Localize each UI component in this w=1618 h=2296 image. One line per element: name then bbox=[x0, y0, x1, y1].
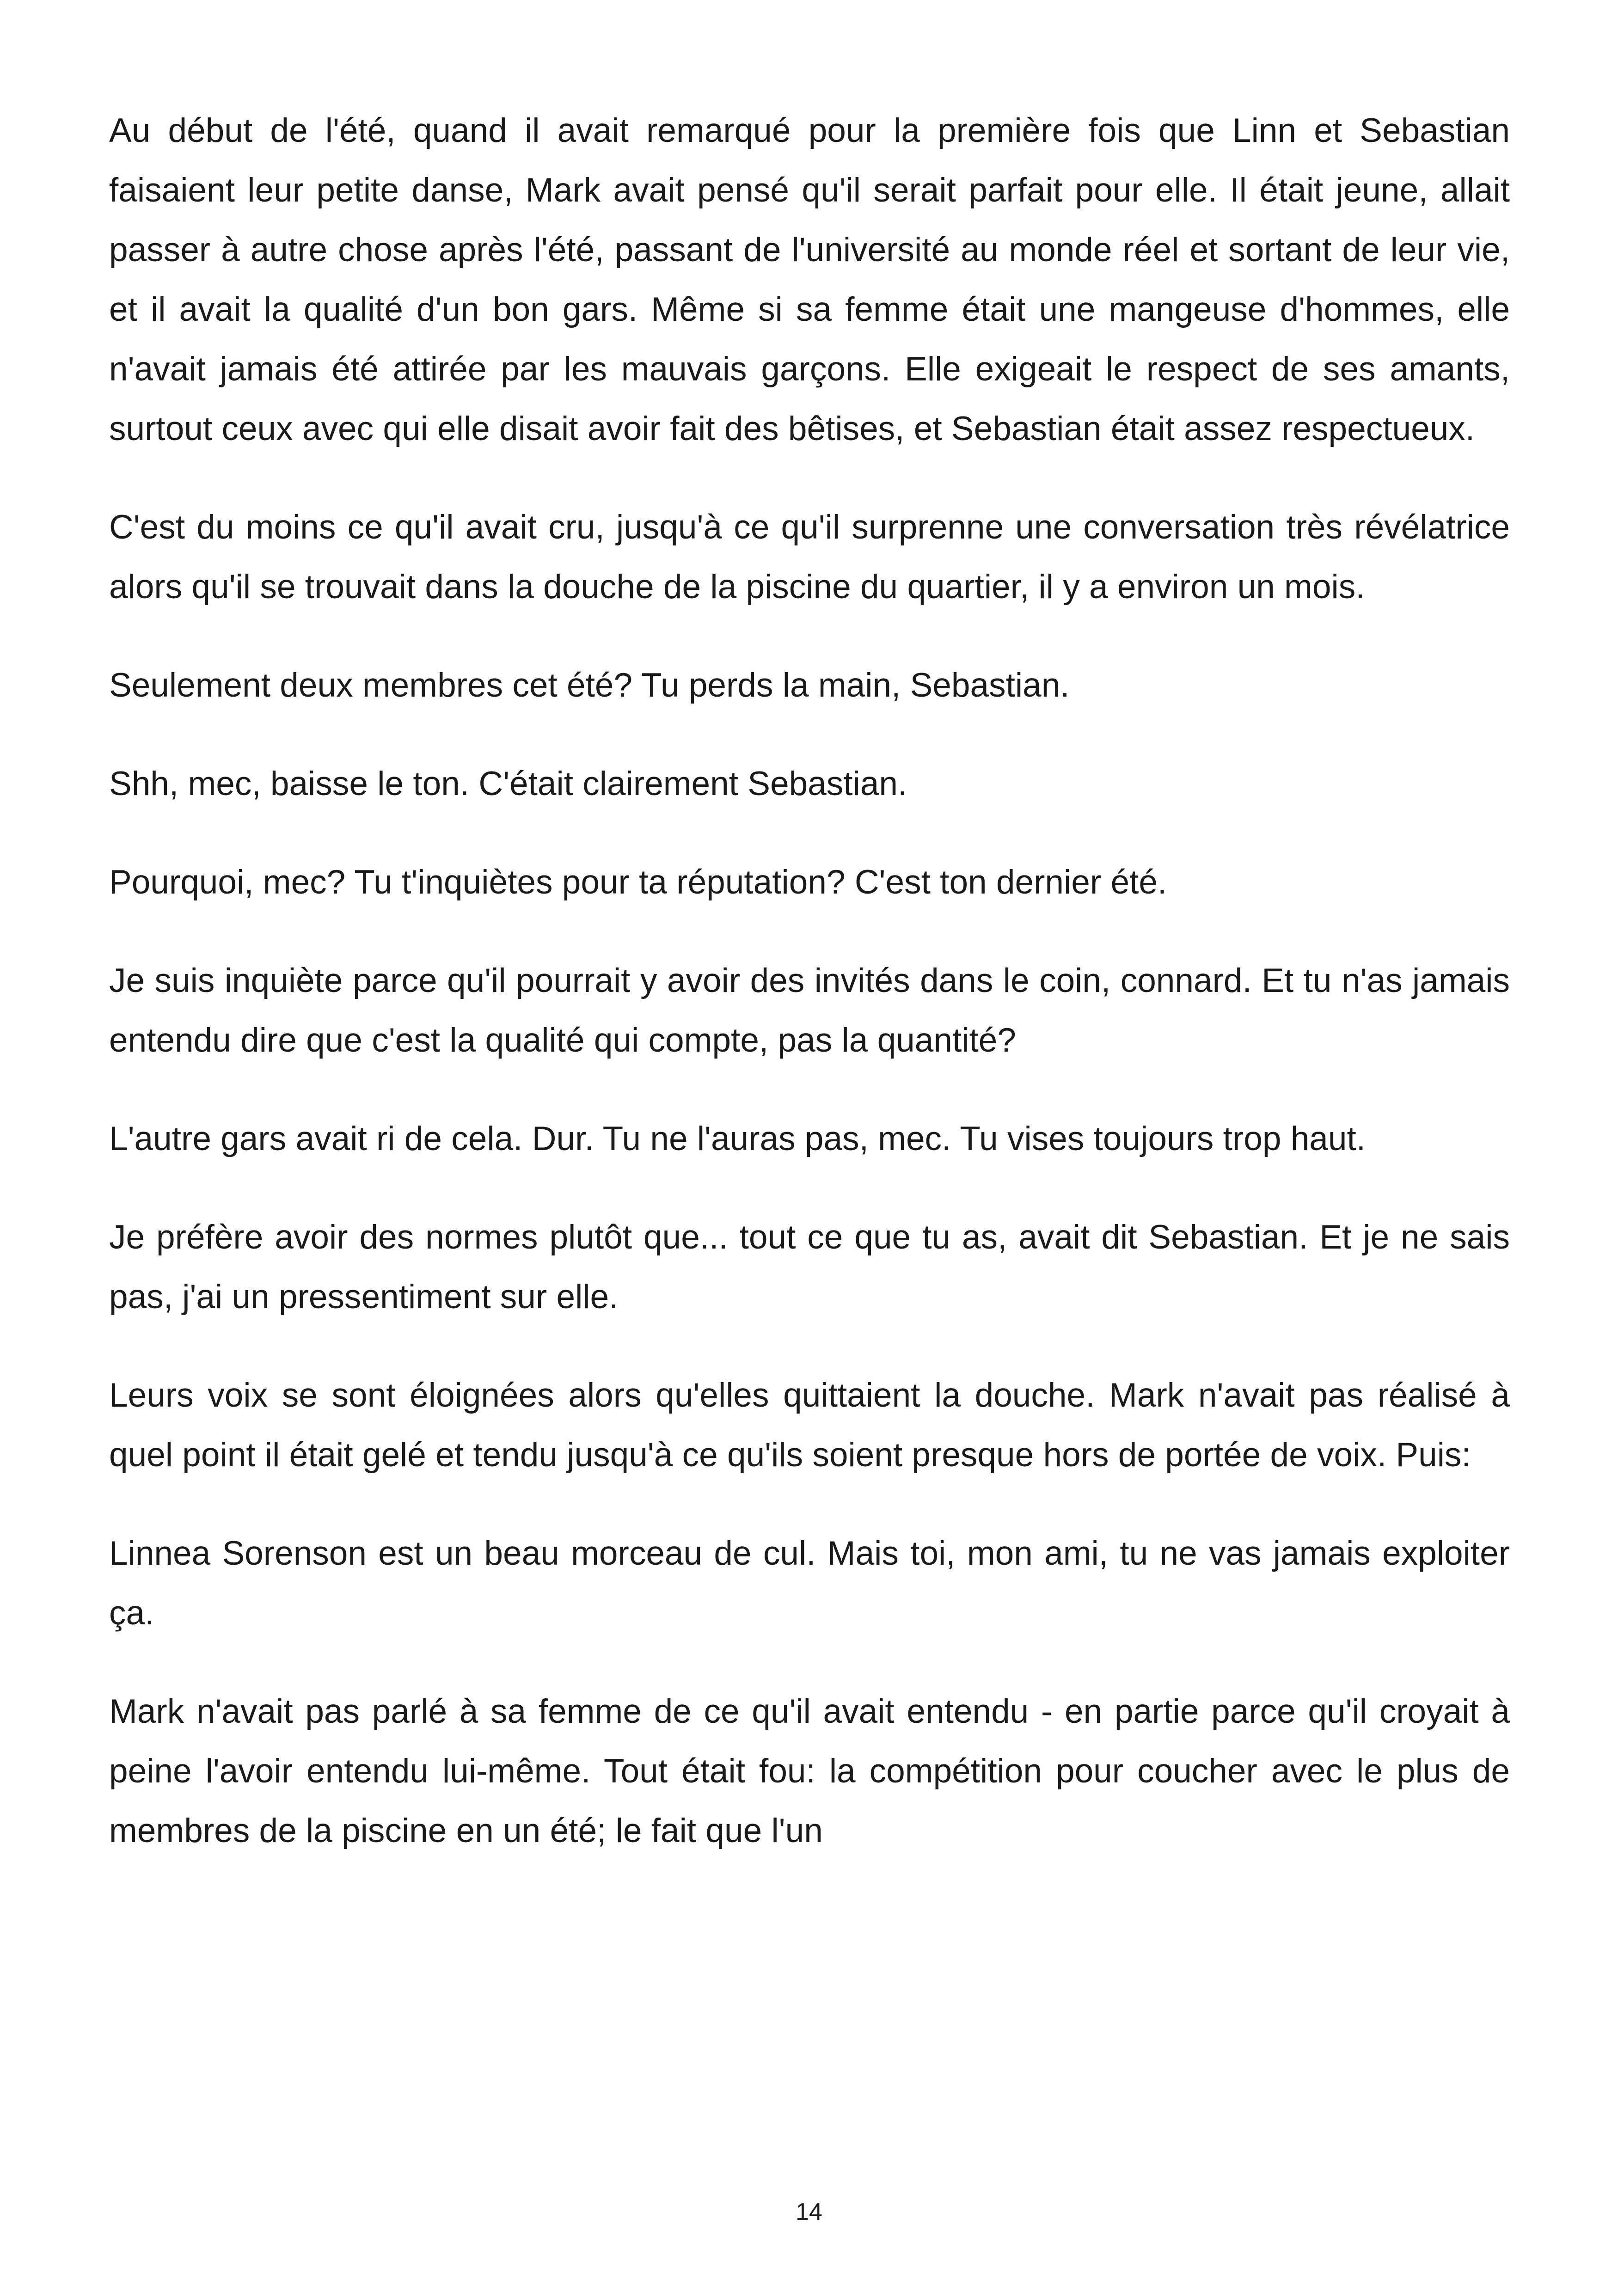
body-text bbox=[109, 101, 1510, 1899]
paragraph-9: Leurs voix se sont éloignées alors qu'elles quittaient la douche. Mark n'avait pas réalisé à quel point il était gelé et tendu jusqu'à ce qu'ils soient presque hors de portée de voix. Puis: bbox=[109, 1377, 1510, 1474]
paragraph-7: L'autre gars avait ri de cela. Dur. Tu ne l'auras pas, mec. Tu vises toujours trop haut. bbox=[109, 1120, 1366, 1157]
paragraph-4: Shh, mec, baisse le ton. C'était clairement Sebastian. bbox=[109, 765, 907, 802]
page-number: 14 bbox=[796, 2198, 822, 2225]
paragraph-2: C'est du moins ce qu'il avait cru, jusqu'à ce qu'il surprenne une conversation très révélatrice alors qu'il se trouvait dans la douche de la piscine du quartier, il y a environ un mois. bbox=[109, 508, 1510, 606]
paragraph-3: Seulement deux membres cet été? Tu perds la main, Sebastian. bbox=[109, 667, 1070, 704]
paragraph-6: Je suis inquiète parce qu'il pourrait y avoir des invités dans le coin, connard. Et tu n'as jamais entendu dire que c'est la qualité qui compte, pas la quantité? bbox=[109, 962, 1510, 1059]
paragraph-1: Au début de l'été, quand il avait remarqué pour la première fois que Linn et Sebastian faisaient leur petite danse, Mark avait pensé qu'il serait parfait pour elle. Il était jeune, allait passer à autre chose après l'été, passant de l'université au monde réel et sortant de leur vie, et il avait la qualité d'un bon gars. Même si sa femme était une mangeuse d'hommes, elle n'avait jamais été attirée par les mauvais garçons. Elle exigeait le respect de ses amants, surtout ceux avec qui elle disait avoir fait des bêtises, et Sebastian était assez respectueux. bbox=[109, 112, 1510, 447]
paragraph-11: Mark n'avait pas parlé à sa femme de ce qu'il avait entendu - en partie parce qu'il croyait à peine l'avoir entendu lui-même. Tout était fou: la compétition pour coucher avec le plus de membres de la piscine en un été; le fait que l'un bbox=[109, 1693, 1510, 1849]
paragraph-5: Pourquoi, mec? Tu t'inquiètes pour ta réputation? C'est ton dernier été. bbox=[109, 863, 1167, 901]
paragraph-8: Je préfère avoir des normes plutôt que... tout ce que tu as, avait dit Sebastian. Et je ne sais pas, j'ai un pressentiment sur elle. bbox=[109, 1218, 1510, 1316]
paragraph-10: Linnea Sorenson est un beau morceau de cul. Mais toi, mon ami, tu ne vas jamais exploiter ça. bbox=[109, 1535, 1510, 1632]
